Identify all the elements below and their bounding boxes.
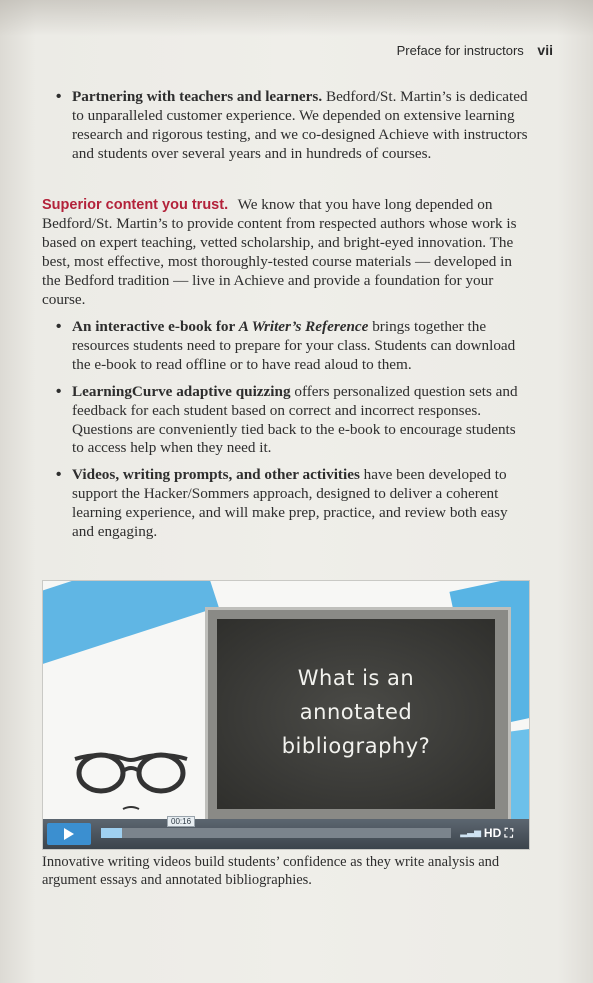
bullet-lead: An interactive e-book for	[72, 318, 239, 335]
list-item	[42, 88, 528, 164]
list-item	[42, 466, 528, 542]
play-button[interactable]	[47, 823, 91, 845]
play-icon	[64, 828, 74, 840]
section-paragraph	[42, 196, 528, 309]
bullet-text: brings together the resources students need to prepare for your class. Students can download the e-book to read offline or to have read aloud to them.	[72, 318, 516, 373]
page-number: vii	[537, 42, 553, 58]
page-top-shadow	[0, 0, 593, 36]
video-player[interactable]	[42, 580, 530, 850]
bullet-text: Bedford/St. Martin’s is dedicated to unparalleled customer experience. We depended on extensive learning research and rigorous testing, and we co-designed Achieve with instructors and students over several years and in hundreds of courses.	[72, 88, 528, 162]
section-body: We know that you have long depended on Bedford/St. Martin’s to provide content from respected authors whose work is based on expert teaching, vetted scholarship, and bright-eyed innovation. The best, most effective, most thoroughly-tested course materials — developed in the Bedford tradition — live in Achieve and provide a foundation for your course.	[42, 196, 517, 308]
chalkboard-line: annotated	[299, 700, 413, 724]
list-item	[42, 383, 528, 459]
hd-label: HD	[483, 826, 502, 840]
bullet-text: offers personalized question sets and feedback for each student based on correct and incorrect responses. Questions are conveniently tied back to the e-book to encourage students to access help when they need it.	[72, 382, 518, 457]
bullet-icon: •	[56, 318, 62, 335]
progress-fill	[101, 828, 122, 838]
timecode: 00:16	[167, 816, 195, 827]
book-title: A Writer’s Reference	[238, 318, 369, 335]
bullet-lead: LearningCurve adaptive quizzing	[72, 382, 291, 400]
running-head-title: Preface for instructors	[396, 43, 524, 58]
section-heading: Superior content you trust.	[42, 197, 229, 213]
video-controls	[43, 819, 529, 849]
chalkboard-text	[217, 661, 495, 763]
fullscreen-icon[interactable]: ⛶	[504, 826, 513, 840]
sky-decoration	[42, 580, 219, 672]
feature-bullet-list-block	[42, 318, 528, 550]
bullet-lead: Videos, writing prompts, and other activities	[72, 466, 360, 484]
chalkboard-line: bibliography?	[281, 734, 431, 758]
list-item	[42, 318, 528, 375]
progress-bar[interactable]	[101, 817, 451, 838]
signal-icon: ▂▃▅	[460, 828, 481, 838]
chalkboard-line: What is an	[297, 666, 415, 690]
bullet-text: have been developed to support the Hacker/Sommers approach, designed to deliver a coherent learning experience, and will make prep, practice, and review both easy and engaging.	[72, 466, 508, 541]
top-bullet-list	[42, 88, 528, 164]
top-bullet-list-block	[42, 88, 528, 172]
bullet-icon: •	[56, 382, 62, 400]
bullet-icon: •	[56, 88, 62, 105]
glasses-icon	[71, 749, 191, 819]
running-head	[397, 42, 553, 58]
hd-toggle[interactable]	[484, 826, 513, 841]
figure-caption: Innovative writing videos build students’ confidence as they write analysis and argument essays and annotated bibliographies.	[42, 854, 500, 888]
bullet-icon: •	[56, 466, 62, 484]
bullet-lead: Partnering with teachers and learners.	[72, 88, 323, 105]
feature-bullet-list	[42, 318, 528, 542]
